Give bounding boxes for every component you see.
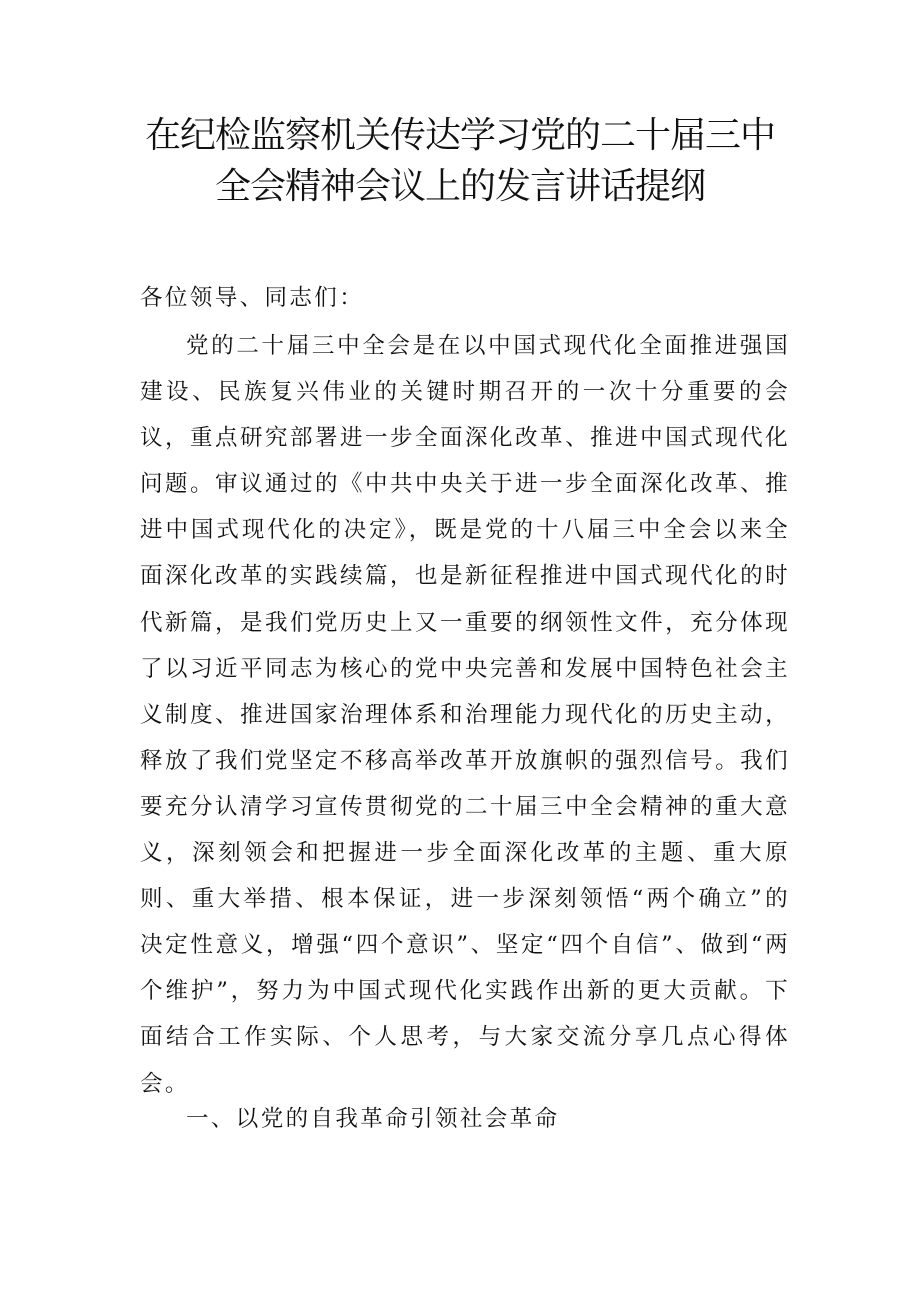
title-line-2: 全会精神会议上的发言讲话提纲 [214, 166, 705, 207]
document-title [0, 110, 920, 212]
body-paragraph: 党的二十届三中全会是在以中国式现代化全面推进强国建设、民族复兴伟业的关键时期召开的一次十分重要的会议，重点研究部署进一步全面深化改革、推进中国式现代化问题。审议通过的《中共中央关于进一步全面深化改革、推进中国式现代化的决定》，既是党的十八届三中全会以来全面深化改革的实践续篇，也是新征程推进中国式现代化的时代新篇，是我们党历史上又一重要的纲领性文件，充分体现了以习近平同志为核心的党中央完善和发展中国特色社会主义制度、推进国家治理体系和治理能力现代化的历史主动，释放了我们党坚定不移高举改革开放旗帜的强烈信号。我们要充分认清学习宣传贯彻党的二十届三中全会精神的重大意义，深刻领会和把握进一步全面深化改革的主题、重大原则、重大举措、根本保证，进一步深刻领悟“两个确立”的决定性意义，增强“四个意识”、坚定“四个自信”、做到“两个维护”，努力为中国式现代化实践作出新的更大贡献。下面结合工作实际、个人思考，与大家交流分享几点心得体会。 [140, 333, 790, 1097]
title-line-1: 在纪检监察机关传达学习党的二十届三中 [144, 115, 775, 156]
salutation: 各位领导、同志们： [140, 285, 365, 311]
section-heading: 一、以党的自我革命引领社会革命 [186, 1106, 560, 1132]
